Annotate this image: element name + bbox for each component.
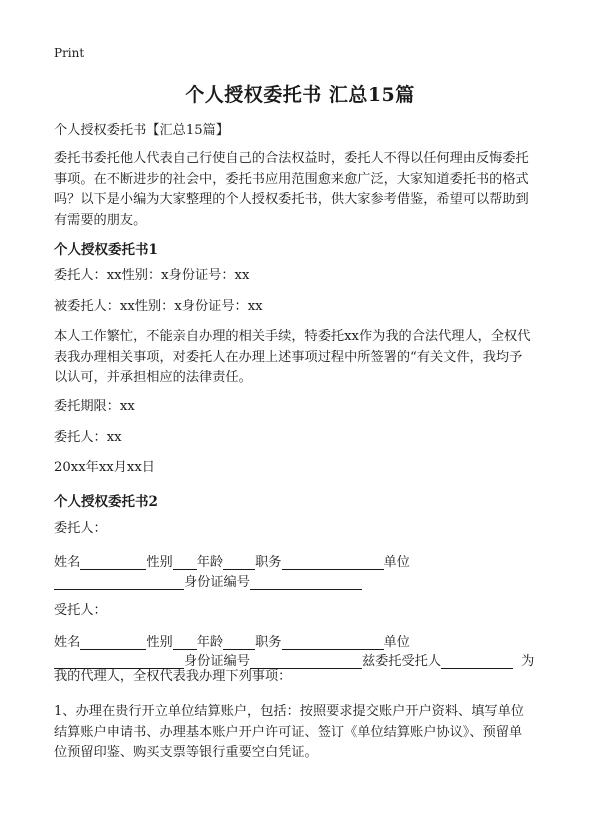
intro-line: 事项。在不断进步的社会中，委托书应用范围愈来愈广泛，大家知道委托书的格式 <box>54 171 529 187</box>
section1-term: 委托期限：xx <box>54 399 135 414</box>
intro-line: 委托书委托他人代表自己行使自己的合法权益时，委托人不得以任何理由反悔委托 <box>54 151 529 166</box>
section1-heading: 个人授权委托书1 <box>54 242 158 258</box>
unit-label: 单位 <box>383 635 410 650</box>
principal-form-row1 <box>54 551 550 570</box>
item-line: 1、办理在贵行开立单位结算账户，包括：按照要求提交账户开户资料、填写单位 <box>54 704 524 719</box>
gender-blank[interactable] <box>173 554 197 570</box>
body-line: 表我办理相关事项，对委托人在办理上述事项过程中所签署的“有关文件，我均予 <box>54 349 523 365</box>
hereby-label: 兹委托受托人 <box>361 654 442 669</box>
section1-agent: 被委托人：xx性别：x身份证号：xx <box>54 299 263 314</box>
gender-blank[interactable] <box>173 634 197 650</box>
print-link[interactable]: Print <box>54 46 85 60</box>
section1-principal: 委托人：xx性别：x身份证号：xx <box>54 268 250 283</box>
body-line: 本人工作繁忙，不能亲自办理的相关手续，特委托xx作为我的合法代理人，全权代 <box>54 329 531 344</box>
unit-label: 单位 <box>383 555 410 570</box>
post-blank[interactable] <box>282 634 384 650</box>
item-line: 位预留印鉴、购买支票等银行重要空白凭证。 <box>54 745 318 760</box>
agent-tail: 我的代理人，全权代表我办理下列事项： <box>54 669 292 684</box>
subtitle: 个人授权委托书【汇总15篇】 <box>54 123 230 138</box>
intro-line: 吗？以下是小编为大家整理的个人授权委托书，供大家参考借鉴，希望可以帮助到 <box>54 192 529 207</box>
id-label: 身份证编号 <box>184 575 250 590</box>
principal-form-row2 <box>54 571 550 590</box>
item1-paragraph <box>54 702 550 764</box>
as-label: 为 <box>521 654 535 669</box>
post-blank[interactable] <box>282 554 384 570</box>
section1-signer: 委托人：xx <box>54 430 122 445</box>
id-blank[interactable] <box>250 574 362 590</box>
age-blank[interactable] <box>223 634 255 650</box>
name-blank[interactable] <box>80 554 146 570</box>
intro-line: 有需要的朋友。 <box>54 212 147 228</box>
name-blank[interactable] <box>80 634 146 650</box>
age-blank[interactable] <box>223 554 255 570</box>
item-line: 结算账户申请书、办理基本账户开户许可证、签订《单位结算账户协议》、预留单 <box>54 724 523 740</box>
unit-blank[interactable] <box>54 574 184 590</box>
section2-heading: 个人授权委托书2 <box>54 494 158 510</box>
name-label: 姓名 <box>54 555 81 570</box>
document-title: 个人授权委托书 汇总15篇 <box>185 84 415 106</box>
intro-paragraph <box>54 149 550 231</box>
gender-label: 性别 <box>146 635 173 650</box>
body-line: 以认可，并承担相应的法律责任。 <box>54 370 252 385</box>
section2-principal-label: 委托人： <box>54 521 107 536</box>
post-label: 职务 <box>255 555 282 570</box>
age-label: 年龄 <box>196 555 224 570</box>
section1-date: 20xx年xx月xx日 <box>54 460 155 475</box>
id-label: 身份证编号 <box>184 654 250 669</box>
gender-label: 性别 <box>146 555 173 570</box>
age-label: 年龄 <box>196 635 224 650</box>
section2-agent-label: 受托人： <box>54 603 107 618</box>
agent-form-row1 <box>54 631 550 650</box>
post-label: 职务 <box>255 635 282 650</box>
name-label: 姓名 <box>54 635 81 650</box>
section1-body <box>54 327 550 389</box>
